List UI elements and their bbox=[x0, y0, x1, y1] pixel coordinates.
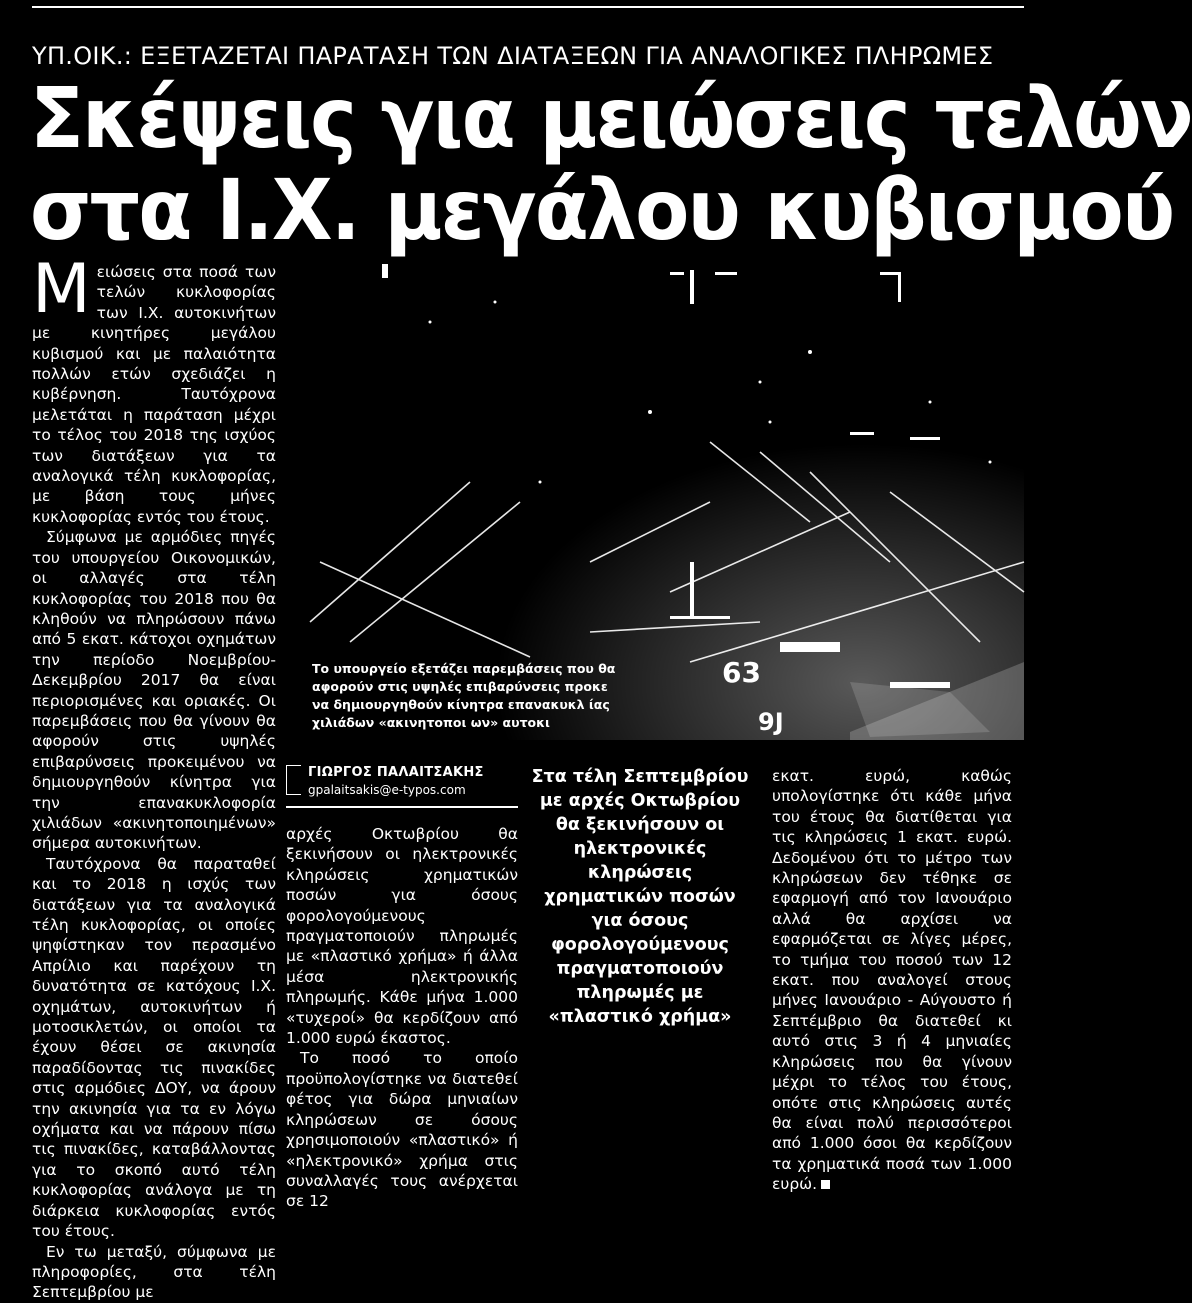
paragraph: Ταυτόχρονα θα παραταθεί και το 2018 η ισχύς των διατάξεων για τα αναλογικά τέλη κυκλοφορίας, οι οποίες ψηφίστηκαν τον περασμένο Απρίλιο και παρέχουν τη δυνατότητα σε κατόχους Ι.Χ. οχημάτων, αυτοκινήτων ή μοτοσικλετών, οι οποίοι τα έχουν θέσει σε ακινησία παραδίδοντας τις πινακίδες στις αρμόδιες ΔΟΥ, να άρουν την ακινησία για τα εν λόγω οχήματα και να πάρουν πίσω τις πινακίδες, καταβάλλοντας για το σκοπό αυτό τέλη κυκλοφορίας ανάλογα με τη διάρκεια κυκλοφορίας εντός του έτους. bbox=[32, 854, 276, 1241]
drop-cap: Μ bbox=[32, 250, 91, 329]
caption-line: αφορούν στις υψηλές επιβαρύνσεις προκε bbox=[312, 679, 608, 694]
paragraph bbox=[772, 766, 1012, 1195]
lead-paragraph bbox=[32, 250, 276, 527]
plate-text: 63 bbox=[722, 656, 761, 689]
kicker: ΥΠ.ΟΙΚ.: ΕΞΕΤΑΖΕΤΑΙ ΠΑΡΑΤΑΣΗ ΤΩΝ ΔΙΑΤΑΞΕΩΝ ΓΙΑ ΑΝΑΛΟΓΙΚΕΣ ΠΛΗΡΩΜΕΣ bbox=[32, 42, 994, 70]
end-mark-icon bbox=[821, 1180, 830, 1189]
article-column-3 bbox=[772, 766, 1012, 1195]
byline-rule bbox=[286, 806, 518, 808]
paragraph: Σύμφωνα με αρμόδιες πηγές του υπουργείου Οικονομικών, οι αλλαγές στα τέλη κυκλοφορίας του 2018 που θα κληθούν να πληρώσουν πάνω από 5 εκατ. κάτοχοι οχημάτων την περίοδο Νοεμβρίου-Δεκεμβρίου 2017 θα είναι περιορισμένες και οριακές. Οι παρεμβάσεις που θα γίνουν θα αφορούν στις υψηλές επιβαρύνσεις προκειμένου να δημιουργηθούν κίνητρα για την επανακυκλοφορία χιλιάδων «ακινητοποιημένων» σήμερα αυτοκινήτων. bbox=[32, 528, 276, 853]
byline-bracket-icon bbox=[286, 765, 301, 795]
lead-text: ειώσεις στα ποσά των τελών κυκλοφορίας των Ι.Χ. αυτοκινήτων με κινητήρες μεγάλου κυβισμού και με παλαιότητα πολλών ετών σχεδιάζει η κυβέρνηση. Ταυτόχρονα μελετάται η παράταση μέχρι το τέλος του 2018 της ισχύος των διατάξεων για τα αναλογικά τέλη κυκλοφορίας, με βάση τους μήνες κυκλοφορίας εντός του έτους. bbox=[32, 263, 276, 526]
caption-fragment: ίας bbox=[588, 697, 610, 712]
headline bbox=[30, 69, 1192, 259]
caption-line bbox=[312, 714, 732, 732]
headline-line-2: στα Ι.Χ. μεγάλου κυβισμού bbox=[30, 161, 1174, 259]
paragraph: αρχές Οκτωβρίου θα ξεκινήσουν οι ηλεκτρονικές κληρώσεις χρηματικών ποσών για όσους φορολογούμενους πραγματοποιούν πληρωμές με «πλαστικό χρήμα» ή άλλα μέσα ηλεκτρονικής πληρωμής. Κάθε μήνα 1.000 «τυχεροί» θα κερδίζουν από 1.000 ευρώ έκαστος. bbox=[286, 825, 518, 1048]
article-column-2 bbox=[286, 824, 518, 1212]
top-rule bbox=[32, 6, 1024, 8]
byline-email: gpalaitsakis@e-typos.com bbox=[308, 783, 466, 797]
plate-text: 9J bbox=[758, 708, 784, 736]
pull-quote: Στα τέλη Σεπτεμβρίου με αρχές Οκτωβρίου θα ξεκινήσουν οι ηλεκτρονικές κληρώσεις χρηματικών ποσών για όσους φορολογούμενους πραγματοποιούν πληρωμές με «πλαστικό χρήμα» bbox=[531, 767, 749, 1027]
caption-fragment: ων» bbox=[470, 715, 499, 730]
caption-fragment: αυτοκι bbox=[502, 715, 550, 730]
paragraph: Εν τω μεταξύ, σύμφωνα με πληροφορίες, στα τέλη Σεπτεμβρίου με bbox=[32, 1242, 276, 1302]
caption-text: να δημιουργηθούν κίνητρα επανακυκλ bbox=[312, 697, 585, 712]
byline-author: ΓΙΩΡΓΟΣ ΠΑΛΑΙΤΣΑΚΗΣ bbox=[308, 765, 484, 780]
caption-line: Το υπουργείο εξετάζει παρεμβάσεις που θα bbox=[312, 661, 616, 676]
article-photo bbox=[290, 262, 1024, 740]
caption-line bbox=[312, 696, 732, 714]
photo-caption bbox=[312, 660, 732, 732]
headline-line-1: Σκέψεις για μειώσεις τελών bbox=[30, 69, 1192, 167]
paragraph-text: εκατ. ευρώ, καθώς υπολογίστηκε ότι κάθε μήνα του έτους θα διατίθεται για τις κληρώσεις 1 εκατ. ευρώ. Δεδομένου ότι το μέτρο των κληρώσεων δεν τέθηκε σε εφαρμογή από τον Ιανουάριο αλλά θα αρχίσει να εφαρμόζεται σε λίγες μέρες, το τμήμα του ποσού των 12 εκατ. που αναλογεί στους μήνες Ιανουάριο - Αύγουστο ή Σεπτέμβριο θα διατεθεί κι αυτό στις 3 ή 4 μηνιαίες κληρώσεις που θα γίνουν μέχρι το τέλος του έτους, οπότε στις κληρώσεις αυτές θα είναι πολύ περισσότεροι από 1.000 όσοι θα κερδίζουν τα χρηματικά ποσά των 1.000 ευρώ. bbox=[772, 767, 1012, 1194]
paragraph: Το ποσό το οποίο προϋπολογίστηκε να διατεθεί φέτος για δώρα μηνιαίων κληρώσεων σε όσους χρησιμοποιούν «πλαστικό» ή «ηλεκτρονικό» χρήμα στις συναλλαγές τους ανέρχεται σε 12 bbox=[286, 1049, 518, 1211]
article-column-1 bbox=[32, 250, 276, 1303]
caption-text: χιλιάδων «ακινητοποι bbox=[312, 715, 467, 730]
